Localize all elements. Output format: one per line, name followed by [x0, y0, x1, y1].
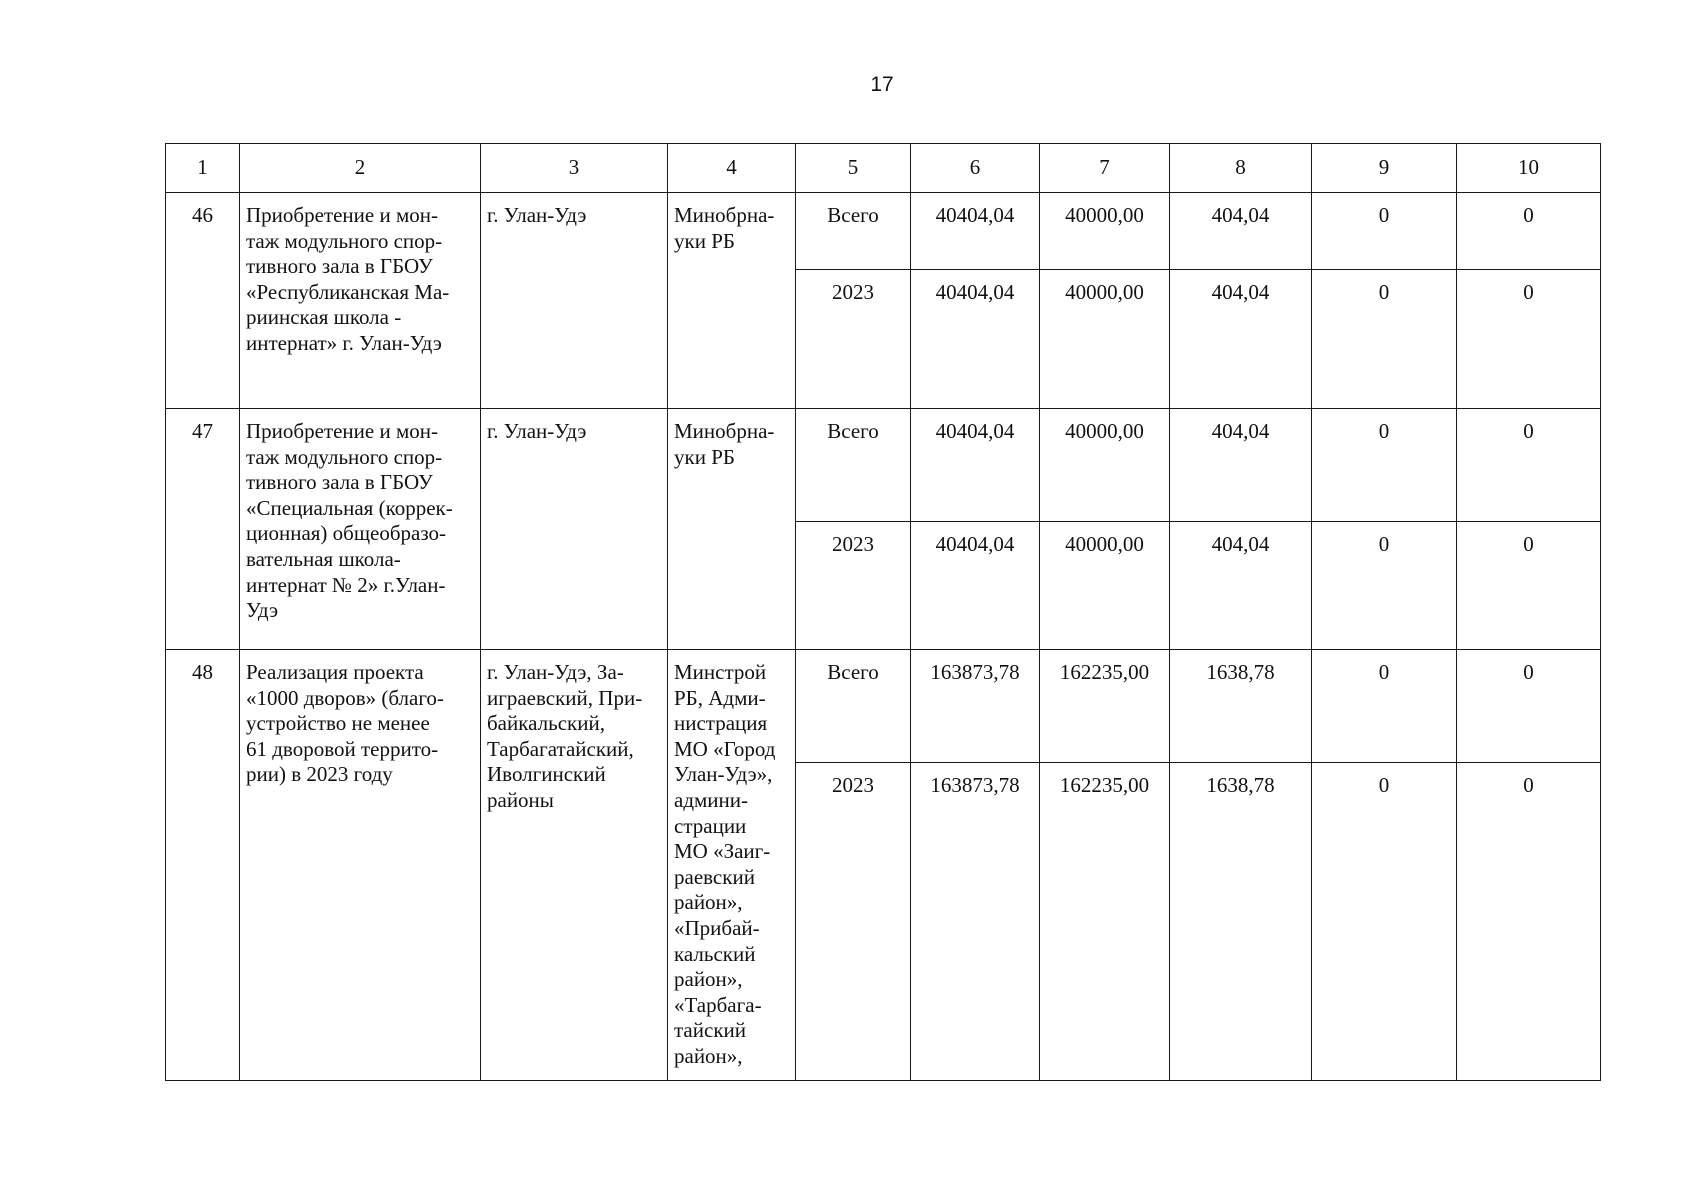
col8-cell: 1638,78 [1170, 763, 1312, 1081]
period-cell: Всего [796, 409, 911, 522]
text-line: тивного зала в ГБОУ [246, 470, 433, 495]
header-cell-3: 3 [481, 144, 668, 193]
col10-cell: 0 [1457, 270, 1601, 409]
col8-cell: 404,04 [1170, 270, 1312, 409]
text-line: «Республиканская Ма- [246, 279, 450, 304]
page-number: 17 [870, 73, 894, 96]
text-line: Удэ [246, 598, 279, 623]
text-line: интернат» г. Улан-Удэ [246, 330, 442, 355]
period-cell: 2023 [796, 763, 911, 1081]
project-location [481, 409, 668, 650]
text-line: Приобретение и мон- [246, 203, 438, 227]
col10-cell: 0 [1457, 522, 1601, 650]
period-cell: 2023 [796, 522, 911, 650]
text-line: район», [674, 1043, 743, 1068]
text-line: устройство не менее [246, 711, 430, 736]
project-name [240, 193, 481, 409]
row-number: 46 [166, 193, 240, 409]
header-cell-7: 7 [1040, 144, 1170, 193]
text-line: район», [674, 890, 743, 915]
col9-cell: 0 [1312, 763, 1457, 1081]
text-line: г. Улан-Удэ [487, 203, 587, 227]
project-name [240, 650, 481, 1081]
col7-cell: 162235,00 [1040, 650, 1170, 763]
text-line: Минобрна- [674, 203, 775, 227]
text-line: Минстрой [674, 660, 767, 684]
text-line: МО «Город [674, 736, 776, 761]
header-cell-1: 1 [166, 144, 240, 193]
text-line: «Тарбага- [674, 992, 762, 1017]
text-line: админи- [674, 787, 749, 812]
period-cell: 2023 [796, 270, 911, 409]
header-cell-8: 8 [1170, 144, 1312, 193]
project-location [481, 650, 668, 1081]
col7-cell: 40000,00 [1040, 193, 1170, 270]
text-line: Минобрна- [674, 419, 775, 443]
text-line: г. Улан-Удэ [487, 419, 587, 443]
col7-cell: 40000,00 [1040, 270, 1170, 409]
col9-cell: 0 [1312, 270, 1457, 409]
header-cell-4: 4 [668, 144, 796, 193]
text-line: уки РБ [674, 444, 735, 469]
text-line: тивного зала в ГБОУ [246, 254, 433, 279]
project-location [481, 193, 668, 409]
col8-cell: 1638,78 [1170, 650, 1312, 763]
text-line: страции [674, 813, 747, 838]
row-number: 47 [166, 409, 240, 650]
text-line: таж модульного спор- [246, 228, 443, 253]
text-line: Улан-Удэ», [674, 762, 773, 787]
col9-cell: 0 [1312, 409, 1457, 522]
responsible-org [668, 193, 796, 409]
col7-cell: 162235,00 [1040, 763, 1170, 1081]
responsible-org [668, 409, 796, 650]
text-line: играевский, При- [487, 685, 643, 710]
text-line: «Прибай- [674, 915, 760, 940]
col10-cell: 0 [1457, 193, 1601, 270]
text-line: нистрация [674, 711, 768, 736]
text-line: вательная школа- [246, 546, 401, 571]
text-line: районы [487, 787, 554, 812]
header-cell-2: 2 [240, 144, 481, 193]
col7-cell: 40000,00 [1040, 409, 1170, 522]
col10-cell: 0 [1457, 409, 1601, 522]
text-line: Иволгинский [487, 762, 606, 787]
col9-cell: 0 [1312, 650, 1457, 763]
col8-cell: 404,04 [1170, 522, 1312, 650]
col6-cell: 40404,04 [911, 522, 1040, 650]
text-line: «Специальная (коррек- [246, 495, 453, 520]
text-line: 61 дворовой террито- [246, 736, 439, 761]
text-line: риинская школа - [246, 305, 402, 330]
text-line: байкальский, [487, 711, 605, 736]
text-line: раевский [674, 864, 755, 889]
col8-cell: 404,04 [1170, 193, 1312, 270]
col9-cell: 0 [1312, 522, 1457, 650]
text-line: тайский [674, 1018, 746, 1043]
header-cell-6: 6 [911, 144, 1040, 193]
text-line: «1000 дворов» (благо- [246, 685, 444, 710]
col10-cell: 0 [1457, 650, 1601, 763]
col8-cell: 404,04 [1170, 409, 1312, 522]
header-cell-10: 10 [1457, 144, 1601, 193]
col6-cell: 163873,78 [911, 763, 1040, 1081]
table-header-row [166, 144, 1601, 193]
col7-cell: 40000,00 [1040, 522, 1170, 650]
col6-cell: 40404,04 [911, 409, 1040, 522]
text-line: интернат № 2» г.Улан- [246, 572, 446, 597]
header-cell-9: 9 [1312, 144, 1457, 193]
table-row [166, 409, 1601, 522]
table-row [166, 650, 1601, 763]
text-line: РБ, Адми- [674, 685, 766, 710]
project-name [240, 409, 481, 650]
col6-cell: 40404,04 [911, 270, 1040, 409]
header-cell-5: 5 [796, 144, 911, 193]
text-line: Тарбагатайский, [487, 736, 634, 761]
text-line: рии) в 2023 году [246, 762, 393, 787]
row-number: 48 [166, 650, 240, 1081]
col6-cell: 163873,78 [911, 650, 1040, 763]
text-line: Приобретение и мон- [246, 419, 438, 443]
text-line: кальский [674, 941, 756, 966]
responsible-org [668, 650, 796, 1081]
text-line: уки РБ [674, 228, 735, 253]
col10-cell: 0 [1457, 763, 1601, 1081]
table-row [166, 193, 1601, 270]
text-line: Реализация проекта [246, 660, 424, 684]
period-cell: Всего [796, 650, 911, 763]
text-line: МО «Заиг- [674, 839, 771, 864]
text-line: г. Улан-Удэ, За- [487, 660, 624, 684]
text-line: район», [674, 967, 743, 992]
col6-cell: 40404,04 [911, 193, 1040, 270]
col9-cell: 0 [1312, 193, 1457, 270]
period-cell: Всего [796, 193, 911, 270]
budget-table [165, 143, 1601, 1081]
text-line: ционная) общеобразо- [246, 521, 447, 546]
text-line: таж модульного спор- [246, 444, 443, 469]
